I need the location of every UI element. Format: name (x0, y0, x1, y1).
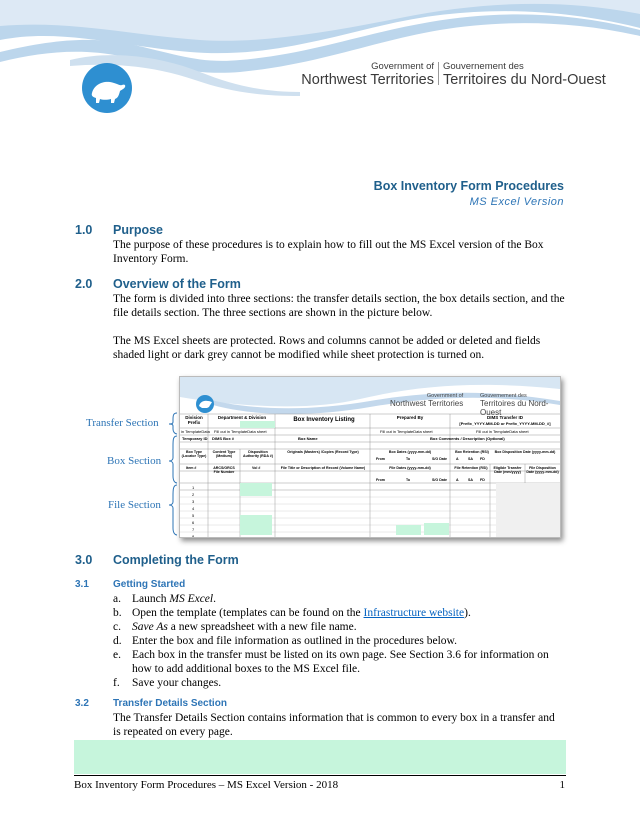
fig-row-number: 5 (192, 513, 195, 518)
fig-gov-fr (480, 393, 560, 417)
footer-rule (74, 775, 566, 776)
step-text: a new spreadsheet with a new file name. (167, 621, 357, 633)
fig-box-disposition: Box Disposition Date (yyyy-mm-dd) (494, 450, 556, 454)
section-number: 3.0 (75, 553, 93, 567)
fig-file-disposition: File Disposition Date (yyyy-mm-dd) (526, 466, 559, 474)
fig-file-a: A (456, 478, 459, 482)
section-number: 1.0 (75, 223, 93, 237)
fig-fill-template-3: Fill out in TemplateData sheet (380, 429, 433, 434)
subsection-number: 3.2 (75, 698, 89, 709)
fig-row-number: 8 (192, 534, 195, 538)
callout-file-section: File Section (108, 499, 161, 511)
step-emphasis: MS Excel (169, 593, 214, 605)
overview-paragraph-2: The MS Excel sheets are protected. Rows and columns cannot be added or deleted and fields shaded light or dark grey cannot be modified while sheet protection is turned on. (113, 335, 541, 361)
step-letter: d. (113, 635, 122, 647)
fig-gov-en-small: Government of (426, 393, 464, 399)
purpose-paragraph: The purpose of these procedures is to explain how to fill out the MS Excel version of the Box Inventory Form. (113, 239, 544, 265)
section-number: 2.0 (75, 277, 93, 291)
gov-en-big-text: Northwest Territories (301, 72, 434, 88)
fig-transfer-id-format: [Prefix_YYYY-MM-DD or Prefix_YYYY-MM-DD_#] (459, 421, 551, 426)
subsection-title: Transfer Details Section (113, 698, 227, 709)
fig-originals: Originals (Masters) /Copies (Record Type) (287, 450, 359, 454)
gov-divider (438, 62, 439, 85)
fig-fill-template-4: Fill out in TemplateData sheet (476, 429, 529, 434)
fig-disposition-authority: Disposition Authority (RDA #) (242, 450, 273, 458)
step-text: Enter the box and file information as outlined in the procedures below. (132, 635, 457, 647)
fig-file-dates: File Dates (yyyy-mm-dd) (389, 466, 431, 470)
fig-dept-division: Department & Division (217, 415, 267, 420)
section-title: Purpose (113, 223, 164, 237)
step-item (113, 606, 565, 620)
fig-sheet-title: Box Inventory Listing (293, 417, 355, 423)
fig-content-type: Content Type (Medium) (212, 450, 236, 458)
step-item (113, 634, 565, 648)
step-text: Each box in the transfer must be listed on its own page. See Section 3.6 for information on how to add additional boxes to the MS Excel file. (132, 649, 549, 675)
gov-fr-small-text: Gouvernement des (443, 61, 524, 72)
nwt-logo (82, 63, 132, 113)
fig-box-retention: Box Retention (RSI) (455, 450, 489, 454)
step-item (113, 648, 565, 676)
fig-temporary-id: Temporary ID (182, 436, 208, 441)
step-letter: e. (113, 649, 121, 661)
document-title: Box Inventory Form Procedures (373, 179, 564, 193)
callout-box-section: Box Section (107, 455, 162, 467)
overview-paragraph-1: The form is divided into three sections: the transfer details section, the box details section, and the file details section. The three sections are shown in the picture below. (113, 293, 565, 319)
gov-name-french (443, 61, 606, 88)
fig-file-title: File Title or Description of Record (Volume Name) (280, 466, 366, 470)
page-number: 1 (559, 779, 565, 791)
gov-name-english (301, 61, 434, 88)
fig-dims-box: DIMS Box # (212, 436, 235, 441)
fig-box-so-date: S/O Date (432, 457, 447, 461)
fig-file-retention: File Retention (RSI) (454, 466, 488, 470)
gov-en-small-text: Government of (371, 61, 434, 72)
fig-file-so-date: S/O Date (432, 478, 447, 482)
step-item (113, 676, 565, 690)
fig-box-from: From (376, 457, 385, 461)
fig-fill-template-1: in TemplateData (181, 429, 210, 434)
step-text: Launch (132, 593, 170, 605)
fig-dims-transfer-id: DIMS Transfer ID (486, 415, 523, 420)
fig-box-comments: Box Comments / Description (Optional) (430, 436, 505, 441)
fig-gov-fr-big: Territoires du Nord-Ouest (480, 399, 549, 417)
callout-transfer-section: Transfer Section (86, 417, 159, 429)
fig-fill-template-2: Fill out in TemplateData sheet (214, 429, 267, 434)
fig-gov-fr-small: Gouvernement des (480, 393, 527, 399)
step-letter: b. (113, 607, 122, 619)
fig-row-number: 3 (192, 499, 195, 504)
fig-row-numbers (192, 484, 194, 538)
subsection-title: Getting Started (113, 579, 186, 590)
step-text: Save your changes. (132, 677, 222, 689)
fig-row-number: 7 (192, 527, 195, 532)
transfer-details-paragraph: The Transfer Details Section contains information that is common to every box in a transfer and is repeated on every page. (113, 712, 555, 738)
step-text: Open the template (templates can be found on the (132, 607, 364, 619)
fig-row-number: 2 (192, 492, 195, 497)
fig-item-no: Item # (186, 466, 197, 470)
gov-fr-big-text: Territoires du Nord-Ouest (443, 72, 606, 88)
fig-gov-en-big: Northwest Territories (390, 399, 464, 408)
step-item (113, 620, 565, 634)
fig-box-dates: Box Dates (yyyy-mm-dd) (388, 450, 432, 454)
fig-arcs-orcs: ARCS/ORCS File Number (213, 466, 235, 474)
fig-file-from: From (376, 478, 385, 482)
fig-box-name: Box Name (298, 436, 318, 441)
page-header (0, 0, 640, 120)
step-letter: a. (113, 593, 121, 605)
fig-box-type: Box Type (Locator Type) (181, 450, 207, 458)
fig-box-a: A (456, 457, 459, 461)
infrastructure-website-link[interactable]: Infrastructure website (363, 607, 465, 619)
fig-box-to: To (406, 457, 411, 461)
step-letter: c. (113, 621, 121, 633)
getting-started-steps (113, 592, 565, 690)
fig-row-number: 4 (192, 506, 195, 511)
fig-prepared-by: Prepared By (396, 415, 424, 420)
highlight-box (74, 740, 566, 774)
document-subtitle: MS Excel Version (469, 196, 564, 208)
fig-vol-no: Vol # (252, 466, 261, 470)
step-text: ). (464, 607, 471, 619)
section-title: Overview of the Form (113, 277, 241, 291)
step-letter: f. (113, 677, 120, 689)
step-item (113, 592, 565, 606)
excel-form-screenshot (179, 376, 561, 538)
fig-eligible-transfer: Eligible Transfer Date (mm/yyyy) (493, 466, 522, 474)
fig-box-fd: FD (480, 457, 485, 461)
step-emphasis: Save As (132, 621, 168, 633)
fig-file-sa: SA (468, 478, 473, 482)
fig-row-number: 6 (192, 520, 195, 525)
step-text: . (213, 593, 216, 605)
polar-bear-icon (82, 63, 132, 113)
fig-box-sa: SA (468, 457, 473, 461)
fig-file-to: To (406, 478, 411, 482)
fig-division-prefix: Division Prefix (185, 415, 203, 425)
fig-file-fd: FD (480, 478, 485, 482)
fig-gov-en (390, 393, 463, 408)
section-title: Completing the Form (113, 553, 239, 567)
subsection-number: 3.1 (75, 579, 89, 590)
footer-text: Box Inventory Form Procedures – MS Excel Version - 2018 (74, 779, 339, 791)
fig-row-number: 1 (192, 485, 195, 490)
